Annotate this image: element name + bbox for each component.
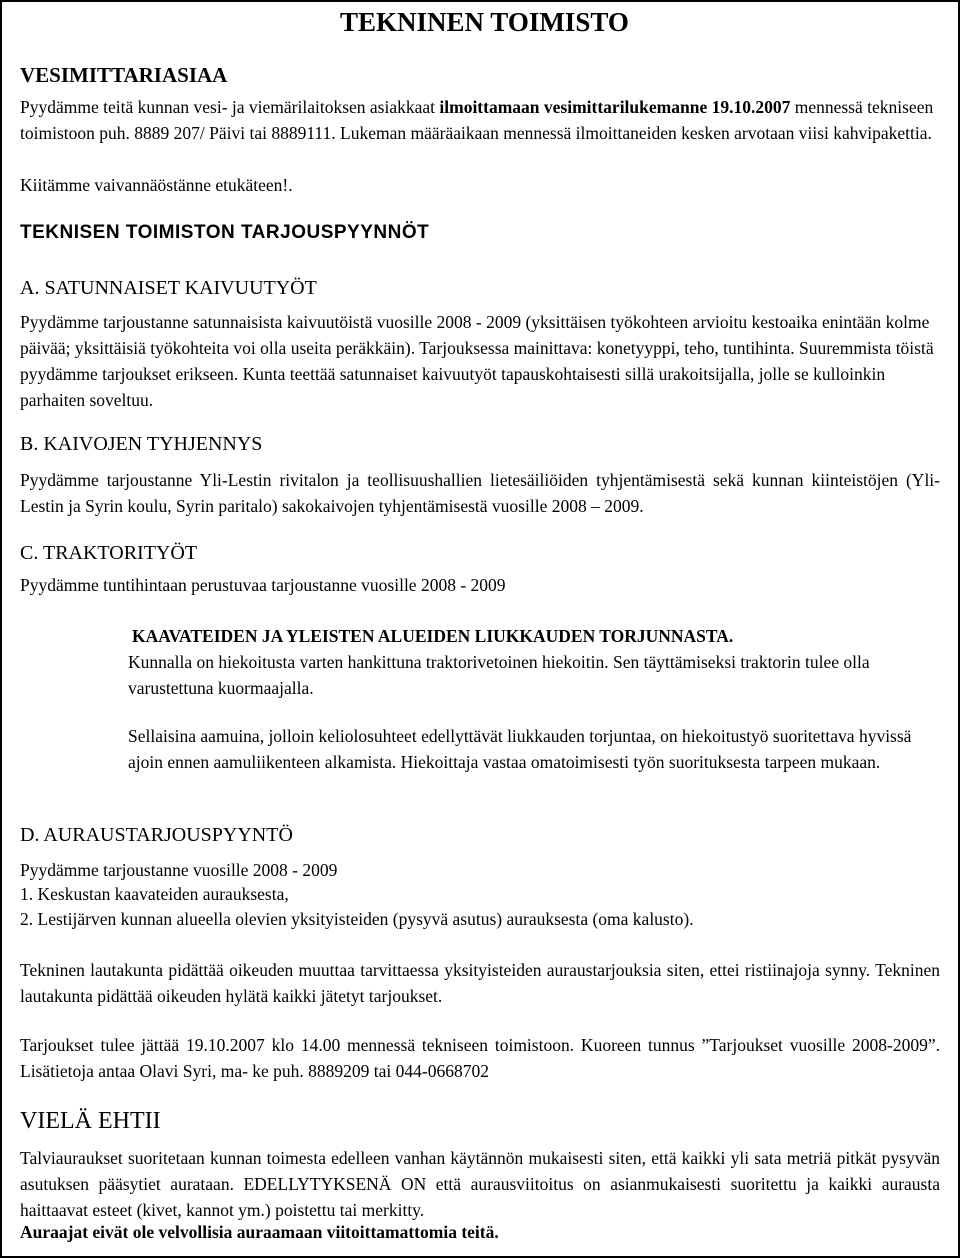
- heading-b-tyhjennys: B. KAIVOJEN TYHJENNYS: [20, 433, 263, 455]
- vesimittari-paragraph: [20, 94, 940, 146]
- vesimittari-thanks: Kiitämme vaivannäöstänne etukäteen!.: [20, 175, 293, 195]
- paragraph-tarjoukset-jattaminen: Tarjoukset tulee jättää 19.10.2007 klo 14.00 mennessä tekniseen toimistoon. Kuoreen tunnus ”Tarjoukset vuosille 2008-2009”. Lisätietoja antaa Olavi Syri, ma- ke puh. 8889209 tai 044-0668702: [20, 1035, 940, 1081]
- heading-d-auraus: D. AURAUSTARJOUSPYYNTÖ: [20, 824, 293, 846]
- section-title-vesimittari: VESIMITTARIASIAA: [20, 63, 228, 87]
- vesimittari-text-bold: ilmoittamaan vesimittarilukemanne 19.10.2007: [439, 97, 791, 117]
- list-item-1: 1. Keskustan kaavateiden aurauksesta,: [20, 884, 289, 904]
- vesimittari-text-a: Pyydämme teitä kunnan vesi- ja viemärilaitoksen asiakkaat: [20, 97, 440, 117]
- paragraph-auraajat-bold: Auraajat eivät ole velvollisia auraamaan viitoittamattomia teitä.: [20, 1222, 499, 1242]
- list-item-2: 2. Lestijärven kunnan alueella olevien yksityisteiden (pysyvä asutus) aurauksesta (oma kalusto).: [20, 909, 694, 929]
- paragraph-hiekoitin: Kunnalla on hiekoitusta varten hankittuna traktorivetoinen hiekoitin. Sen täyttämiseksi traktorin tulee olla varustettuna kuormaajalla.: [128, 652, 870, 698]
- heading-a-kaivuutyot: A. SATUNNAISET KAIVUUTYÖT: [20, 277, 317, 299]
- paragraph-b-tyhjennys: Pyydämme tarjoustanne Yli-Lestin rivitalon ja teollisuushallien lietesäiliöiden tyhjentämisestä sekä kunnan kiinteistöjen (Yli-Lestin ja Syrin koulu, Syrin paritalo) sakokaivojen tyhjentämisestä vuosille 2008 ‒ 2009.: [20, 470, 940, 516]
- page-title: TEKNINEN TOIMISTO: [340, 7, 629, 37]
- paragraph-talviauraukset: Talviauraukset suoritetaan kunnan toimesta edelleen vanhan käytännön mukaisesti siten, että kaikki yli sata metriä pitkät pysyvän asutuksen pääsytiet aurataan. EDELLYTYKSENÄ ON että aurausviitoitus on asianmukaisesti suoritettu ja kaikki aurausta haittaavat esteet (kivet, kannot ym.) poistettu tai merkitty.: [20, 1148, 940, 1220]
- paragraph-lautakunta: Tekninen lautakunta pidättää oikeuden muuttaa tarvittaessa yksityisteiden auraustarjouksia siten, ettei ristiinajoja synny. Tekninen lautakunta pidättää oikeuden hylätä kaikki jätetyt tarjoukset.: [20, 960, 940, 1006]
- paragraph-hiekoitustyo: Sellaisina aamuina, jolloin keliolosuhteet edellyttävät liukkauden torjuntaa, on hiekoitustyö suoritettava hyvissä ajoin ennen aamuliikenteen alkamista. Hiekoittaja vastaa omatoimisesti työn suorituksesta tarpeen mukaan.: [128, 726, 912, 772]
- paragraph-a-kaivuutyot: Pyydämme tarjoustanne satunnaisista kaivuutöistä vuosille 2008 - 2009 (yksittäisen työkohteen arvioitu kestoaika enintään kolme päivää; yksittäisiä työkohteita voi olla useita peräkkäin). Tarjouksessa mainittava: konetyyppi, teho, tuntihinta. Suuremmista töistä pyydämme tarjoukset erikseen. Kunta teettää satunnaiset kaivuutyöt tapauskohtaisesti sillä urakoitsijalla, jolle se kulloinkin parhaiten soveltuu.: [20, 312, 934, 410]
- paragraph-d-intro: Pyydämme tarjoustanne vuosille 2008 - 2009: [20, 860, 338, 880]
- vesimittari-text-c: mennessä tekniseen toimistoon puh. 8889 207/ Päivi tai 8889111. Lukeman määräaikaan mennessä ilmoittaneiden kesken arvotaan viisi kahvipakettia.: [20, 97, 934, 143]
- heading-c-traktorityot: C. TRAKTORITYÖT: [20, 542, 198, 564]
- paragraph-c-traktorityot: Pyydämme tuntihintaan perustuvaa tarjoustanne vuosille 2008 - 2009: [20, 575, 506, 595]
- section-title-viela-ehtii: VIELÄ EHTII: [20, 1108, 161, 1134]
- heading-liukkauden-torjunta: KAAVATEIDEN JA YLEISTEN ALUEIDEN LIUKKAUDEN TORJUNNASTA.: [132, 626, 734, 646]
- section-title-tarjouspyynnot: TEKNISEN TOIMISTON TARJOUSPYYNNÖT: [20, 222, 430, 243]
